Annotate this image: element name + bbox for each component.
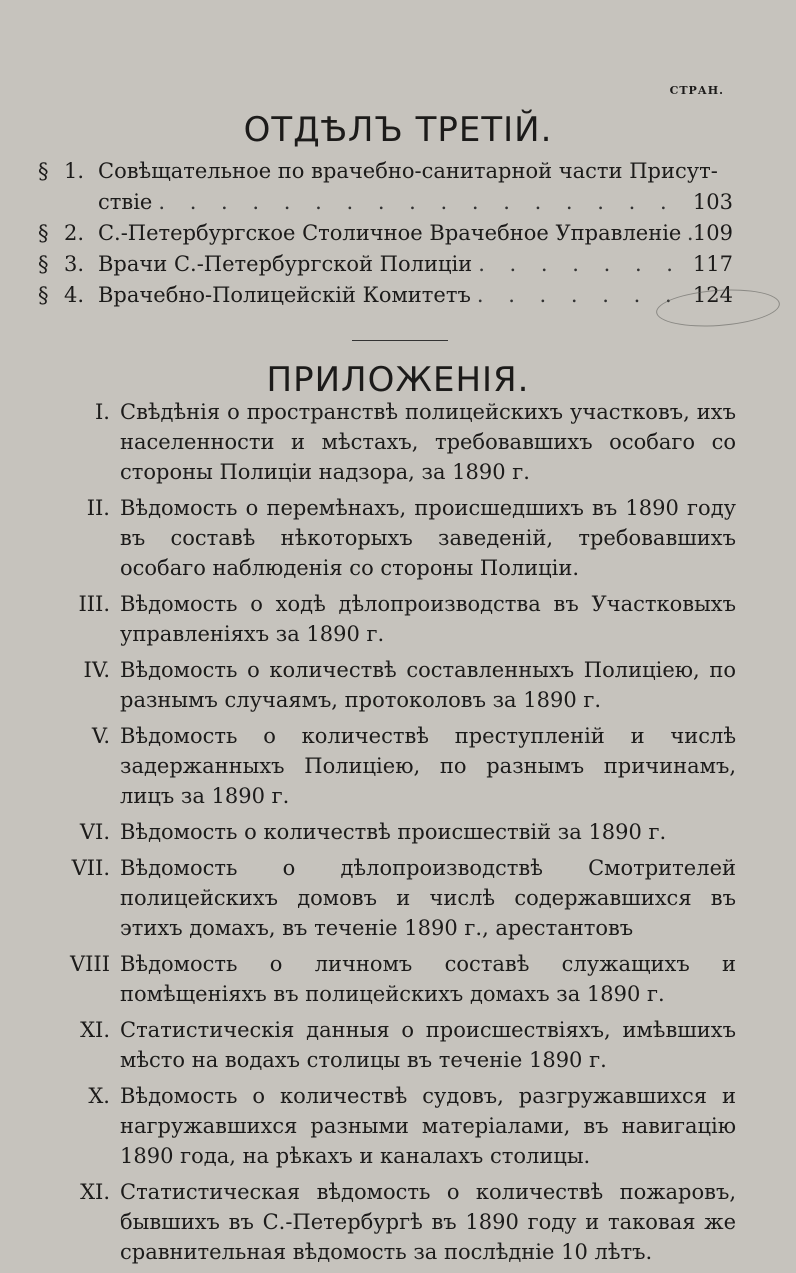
appendix-number: IV. — [83, 658, 110, 682]
appendix-number: XI. — [80, 1180, 110, 1204]
toc-entry-1-continuation: ствіе . . . 103 — [38, 187, 733, 218]
appendix-number: XI. — [80, 1018, 110, 1042]
toc-entry-3: § 3. Врачи С.-Петербургской Полиціи . . . 117 — [38, 249, 733, 280]
section-title: ОТДѢЛЪ ТРЕТІЙ. — [243, 110, 553, 150]
appendix-item — [40, 1015, 736, 1075]
page-number: 124 — [692, 283, 733, 307]
appendix-text: Вѣдомость о количествѣ происшествій за 1890 г. — [120, 820, 667, 844]
page-number: 109 — [692, 221, 733, 245]
appendix-item — [40, 589, 736, 649]
appendix-item — [40, 949, 736, 1009]
appendix-number: III. — [78, 592, 110, 616]
appendix-text: Вѣдомость о количествѣ преступленій и числѣ задержанныхъ Полиціею, по разнымъ причинамъ, лицъ за 1890 г. — [120, 724, 736, 808]
appendix-item — [40, 655, 736, 715]
appendix-number: I. — [95, 400, 110, 424]
toc-entry-title: Врачебно-Полицейскій Комитетъ — [98, 283, 471, 307]
page-column-header: СТРАН. — [669, 84, 724, 97]
page-number: 103 — [692, 190, 733, 214]
appendices-title: ПРИЛОЖЕНІЯ. — [266, 360, 530, 400]
appendix-text: Вѣдомость о количествѣ судовъ, разгружавшихся и нагружавшихся разными матеріалами, въ навигацію 1890 года, на рѣкахъ и каналахъ столицы. — [120, 1084, 736, 1168]
appendix-text: Статистическая вѣдомость о количествѣ пожаровъ, бывшихъ въ С.-Петербургѣ въ 1890 году и таковая же сравнительная вѣдомость за послѣдніе 10 лѣтъ. — [120, 1180, 736, 1264]
appendix-text: Вѣдомость о дѣлопроизводствѣ Смотрителей полицейскихъ домовъ и числѣ содержавшихся въ этихъ домахъ, въ теченіе 1890 г., арестантовъ — [120, 856, 736, 940]
appendix-text: Вѣдомость о личномъ составѣ служащихъ и помѣщеніяхъ въ полицейскихъ домахъ за 1890 г. — [120, 952, 736, 1006]
dot-leader — [681, 218, 693, 249]
section-toc — [38, 156, 733, 311]
appendices-list — [40, 397, 736, 1273]
appendix-text: Свѣдѣнія о пространствѣ полицейскихъ участковъ, ихъ населенности и мѣстахъ, требовавшихъ особаго со стороны Полиціи надзора, за 1890 г. — [120, 400, 736, 484]
dot-leader — [472, 249, 693, 280]
appendix-text: Вѣдомость о ходѣ дѣлопроизводства въ Участковыхъ управленіяхъ за 1890 г. — [120, 592, 736, 646]
dot-leader — [152, 187, 693, 218]
page-number: 117 — [692, 252, 733, 276]
toc-entry-title: Совѣщательное по врачебно-санитарной части Присут- — [98, 159, 718, 183]
appendix-text: Статистическія данныя о происшествіяхъ, имѣвшихъ мѣсто на водахъ столицы въ теченіе 1890 г. — [120, 1018, 736, 1072]
section-divider — [352, 340, 448, 341]
toc-entry-1: § 1. Совѣщательное по врачебно-санитарной части Присут- — [38, 156, 733, 187]
appendix-number: VIII — [69, 952, 110, 976]
appendix-text: Вѣдомость о перемѣнахъ, происшедшихъ въ 1890 году въ составѣ нѣкоторыхъ заведеній, требовавшихъ особаго наблюденія со стороны Полиціи. — [120, 496, 736, 580]
toc-entry-title: Врачи С.-Петербургской Полиціи — [98, 252, 473, 276]
toc-entry-4: § 4. Врачебно-Полицейскій Комитетъ . . . 124 — [38, 280, 733, 311]
appendix-number: V. — [91, 724, 110, 748]
toc-entry-title: С.-Петербургское Столичное Врачебное Управленіе — [97, 221, 681, 245]
appendix-number: II. — [86, 496, 110, 520]
appendix-number: VI. — [79, 820, 110, 844]
appendix-item — [40, 721, 736, 811]
appendix-item — [40, 853, 736, 943]
appendix-number: VII. — [71, 856, 110, 880]
appendix-item — [40, 1081, 736, 1171]
appendix-number: X. — [88, 1084, 110, 1108]
toc-entry-2: § 2. С.-Петербургское Столичное Врачебное Управленіе . . . 109 — [38, 218, 733, 249]
appendix-item — [40, 493, 736, 583]
appendix-item — [40, 1177, 736, 1267]
appendix-item — [40, 397, 736, 487]
appendix-text: Вѣдомость о количествѣ составленныхъ Полиціею, по разнымъ случаямъ, протоколовъ за 1890 г. — [120, 658, 736, 712]
appendix-item — [40, 817, 736, 847]
